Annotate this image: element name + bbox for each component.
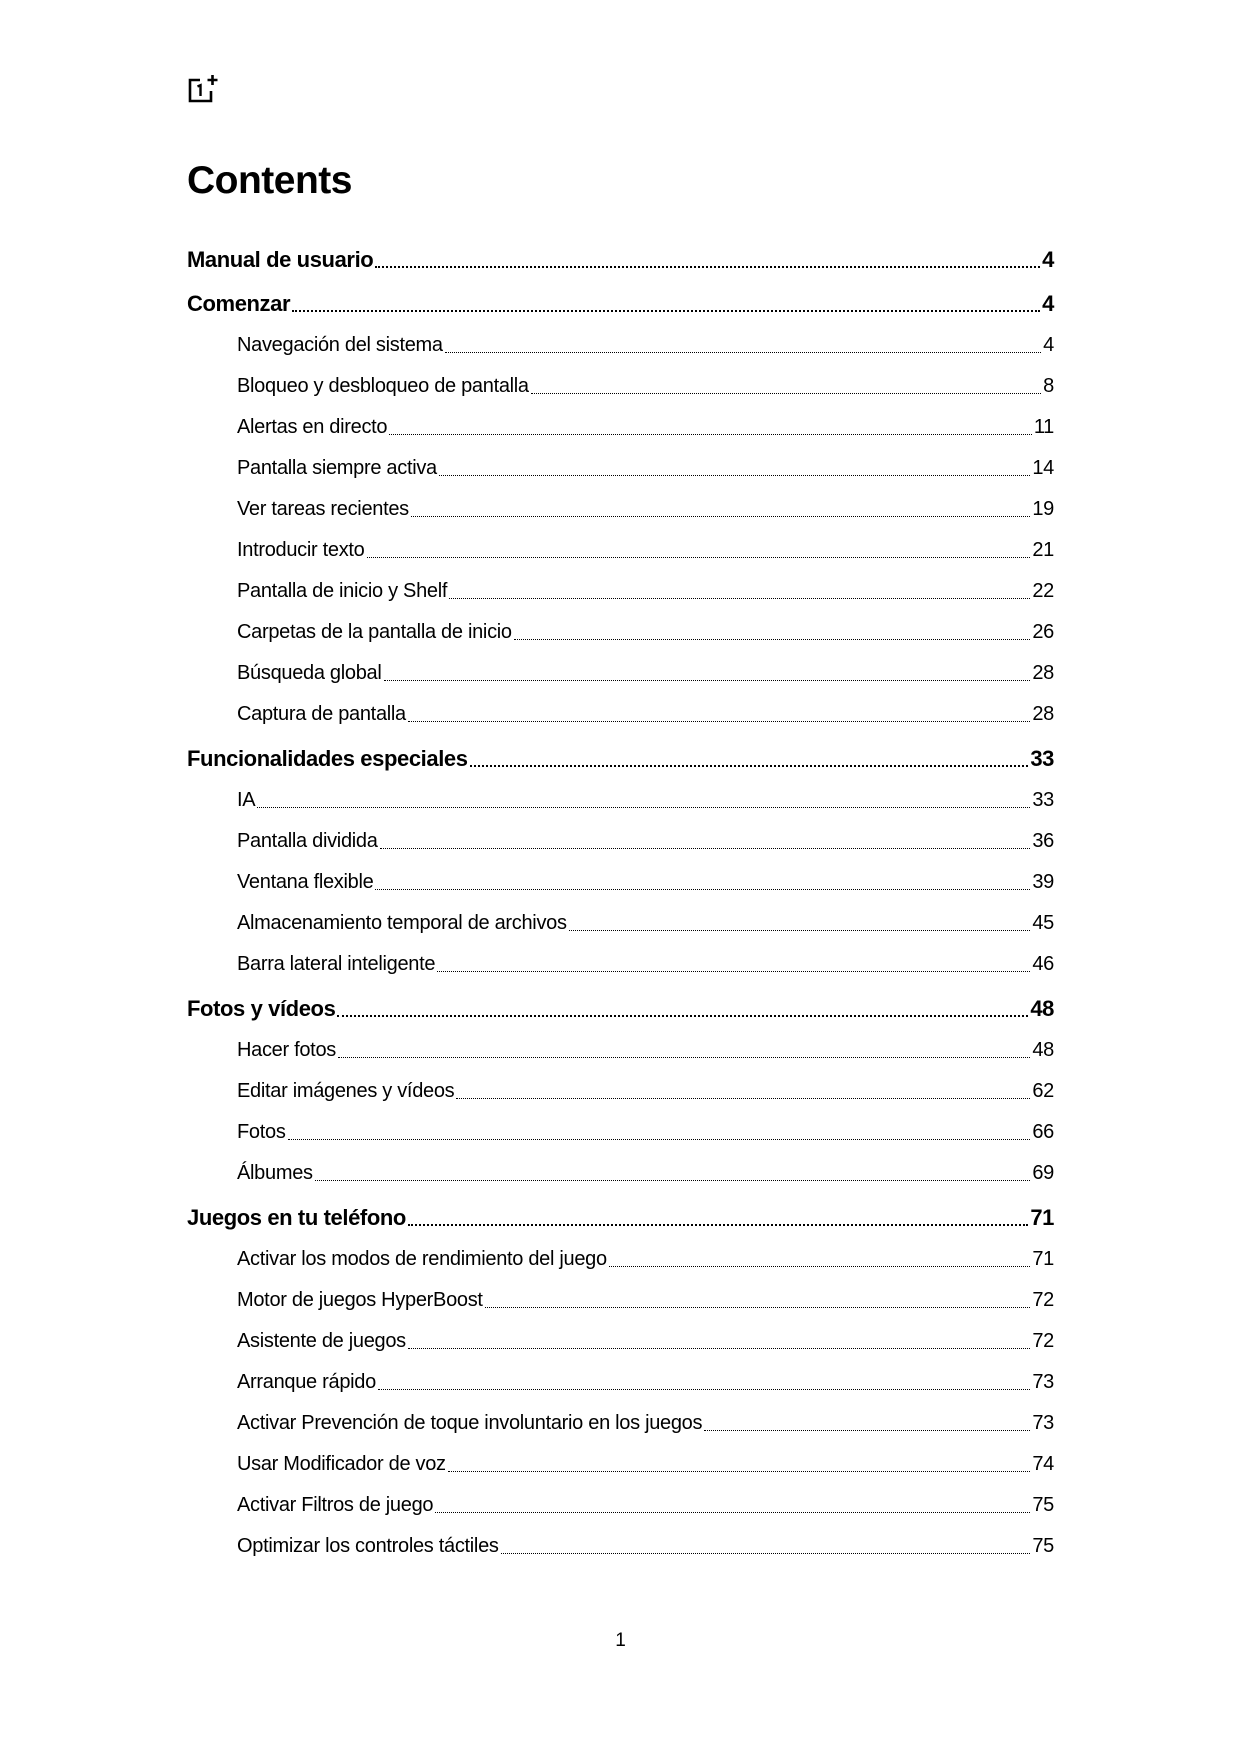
toc-entry-label: Navegación del sistema (237, 334, 443, 356)
toc-entry-page-number: 74 (1032, 1453, 1054, 1475)
toc-entry-label: Editar imágenes y vídeos (237, 1080, 455, 1102)
toc-entry-page-number: 75 (1032, 1535, 1054, 1557)
toc-section-entry[interactable] (237, 827, 1054, 855)
toc-entry-page-number: 72 (1032, 1289, 1054, 1311)
toc-entry-page-number: 28 (1032, 703, 1054, 725)
toc-entry-label: Ver tareas recientes (237, 498, 409, 520)
toc-chapter-entry[interactable] (187, 995, 1054, 1023)
toc-section-entry[interactable] (237, 454, 1054, 482)
toc-entry-label: Pantalla de inicio y Shelf (237, 580, 448, 602)
toc-entry-label: Pantalla dividida (237, 830, 378, 852)
toc-entry-label: Ventana flexible (237, 871, 374, 893)
toc-entry-page-number: 45 (1032, 912, 1054, 934)
toc-section-entry[interactable] (237, 495, 1054, 523)
toc-section-entry[interactable] (237, 1368, 1054, 1396)
dot-leader (569, 930, 1031, 931)
dot-leader (501, 1553, 1031, 1554)
toc-section-entry[interactable] (237, 1245, 1054, 1273)
toc-entry-label: Optimizar los controles táctiles (237, 1535, 499, 1557)
toc-chapter-entry[interactable] (187, 1204, 1054, 1232)
toc-entry-label: Búsqueda global (237, 662, 382, 684)
toc-section-entry[interactable] (237, 1118, 1054, 1146)
toc-entry-label: Motor de juegos HyperBoost (237, 1289, 483, 1311)
dot-leader (437, 971, 1030, 972)
toc-section-entry[interactable] (237, 1159, 1054, 1187)
toc-entry-page-number: 66 (1032, 1121, 1054, 1143)
toc-entry-page-number: 19 (1032, 498, 1054, 520)
dot-leader (389, 434, 1032, 435)
toc-entry-label: Bloqueo y desbloqueo de pantalla (237, 375, 529, 397)
toc-entry-page-number: 11 (1033, 416, 1054, 438)
toc-section-entry[interactable] (237, 659, 1054, 687)
toc-chapter-entry[interactable] (187, 290, 1054, 318)
toc-entry-page-number: 8 (1043, 375, 1054, 397)
dot-leader (375, 889, 1030, 890)
dot-leader (338, 1057, 1030, 1058)
toc-entry-label: Usar Modificador de voz (237, 1453, 446, 1475)
toc-section-entry[interactable] (237, 577, 1054, 605)
toc-entry-label: Carpetas de la pantalla de inicio (237, 621, 512, 643)
toc-section-entry[interactable] (237, 868, 1054, 896)
page-number: 1 (615, 1630, 626, 1651)
toc-entry-label: Asistente de juegos (237, 1330, 406, 1352)
toc-section-entry[interactable] (237, 372, 1054, 400)
dot-leader (485, 1307, 1031, 1308)
toc-section-entry[interactable] (237, 331, 1054, 359)
toc-entry-label: Alertas en directo (237, 416, 388, 438)
toc-entry-label: Funcionalidades especiales (187, 746, 468, 771)
toc-section-entry[interactable] (237, 536, 1054, 564)
toc-entry-label: Comenzar (187, 291, 291, 316)
toc-entry-label: Activar Filtros de juego (237, 1494, 434, 1516)
toc-entry-page-number: 4 (1042, 247, 1054, 272)
toc-entry-page-number: 4 (1043, 334, 1054, 356)
toc-entry-page-number: 33 (1030, 746, 1054, 771)
dot-leader (435, 1512, 1030, 1513)
toc-entry-page-number: 73 (1032, 1371, 1054, 1393)
toc-entry-label: Fotos y vídeos (187, 996, 336, 1021)
dot-leader (378, 1389, 1030, 1390)
dot-leader (384, 680, 1031, 681)
toc-entry-page-number: 48 (1030, 996, 1054, 1021)
toc-entry-label: Juegos en tu teléfono (187, 1205, 406, 1230)
dot-leader (408, 1224, 1028, 1226)
toc-section-entry[interactable] (237, 413, 1054, 441)
toc-entry-label: Barra lateral inteligente (237, 953, 436, 975)
toc-entry-page-number: 36 (1032, 830, 1054, 852)
page-title: Contents (187, 159, 352, 202)
toc-entry-page-number: 71 (1032, 1248, 1054, 1270)
toc-section-entry[interactable] (237, 909, 1054, 937)
toc-chapter-entry[interactable] (187, 246, 1054, 274)
toc-entry-label: Arranque rápido (237, 1371, 376, 1393)
dot-leader (315, 1180, 1031, 1181)
toc-entry-label: Introducir texto (237, 539, 365, 561)
dot-leader (704, 1430, 1030, 1431)
toc-section-entry[interactable] (237, 1491, 1054, 1519)
dot-leader (337, 1015, 1028, 1017)
toc-section-entry[interactable] (237, 700, 1054, 728)
dot-leader (408, 721, 1030, 722)
toc-entry-page-number: 21 (1032, 539, 1054, 561)
toc-section-entry[interactable] (237, 1450, 1054, 1478)
dot-leader (514, 639, 1031, 640)
toc-chapter-entry[interactable] (187, 745, 1054, 773)
toc-entry-page-number: 72 (1032, 1330, 1054, 1352)
toc-entry-page-number: 62 (1032, 1080, 1054, 1102)
dot-leader (288, 1139, 1031, 1140)
toc-entry-page-number: 73 (1032, 1412, 1054, 1434)
toc-entry-page-number: 75 (1032, 1494, 1054, 1516)
dot-leader (449, 598, 1030, 599)
toc-entry-label: Pantalla siempre activa (237, 457, 437, 479)
toc-entry-label: Fotos (237, 1121, 286, 1143)
toc-section-entry[interactable] (237, 786, 1054, 814)
toc-entry-label: Activar Prevención de toque involuntario en los juegos (237, 1412, 703, 1434)
toc-section-entry[interactable] (237, 618, 1054, 646)
toc-entry-page-number: 28 (1032, 662, 1054, 684)
toc-entry-page-number: 71 (1030, 1205, 1054, 1230)
toc-section-entry[interactable] (237, 1409, 1054, 1437)
toc-entry-label: Manual de usuario (187, 247, 374, 272)
dot-leader (292, 310, 1040, 312)
toc-entry-label: Captura de pantalla (237, 703, 406, 725)
dot-leader (367, 557, 1031, 558)
toc-entry-label: Álbumes (237, 1162, 313, 1184)
toc-section-entry[interactable] (237, 1327, 1054, 1355)
dot-leader (445, 352, 1041, 353)
toc-section-entry[interactable] (237, 1077, 1054, 1105)
dot-leader (380, 848, 1031, 849)
toc-entry-page-number: 48 (1032, 1039, 1054, 1061)
dot-leader (531, 393, 1041, 394)
toc-entry-label: Almacenamiento temporal de archivos (237, 912, 567, 934)
toc-entry-label: Activar los modos de rendimiento del juego (237, 1248, 607, 1270)
toc-entry-page-number: 22 (1032, 580, 1054, 602)
dot-leader (411, 516, 1030, 517)
dot-leader (375, 266, 1040, 268)
dot-leader (448, 1471, 1031, 1472)
toc-section-entry[interactable] (237, 1532, 1054, 1560)
dot-leader (439, 475, 1030, 476)
toc-entry-page-number: 46 (1032, 953, 1054, 975)
toc-section-entry[interactable] (237, 1036, 1054, 1064)
toc-entry-page-number: 33 (1032, 789, 1054, 811)
toc-entry-page-number: 69 (1032, 1162, 1054, 1184)
toc-entry-page-number: 39 (1032, 871, 1054, 893)
toc-section-entry[interactable] (237, 950, 1054, 978)
dot-leader (257, 807, 1030, 808)
toc-entry-page-number: 4 (1042, 291, 1054, 316)
dot-leader (609, 1266, 1031, 1267)
dot-leader (456, 1098, 1030, 1099)
toc-entry-label: IA (237, 789, 256, 811)
toc-entry-label: Hacer fotos (237, 1039, 336, 1061)
toc-section-entry[interactable] (237, 1286, 1054, 1314)
dot-leader (470, 765, 1029, 767)
toc-entry-page-number: 26 (1032, 621, 1054, 643)
toc-entry-page-number: 14 (1032, 457, 1054, 479)
dot-leader (408, 1348, 1030, 1349)
